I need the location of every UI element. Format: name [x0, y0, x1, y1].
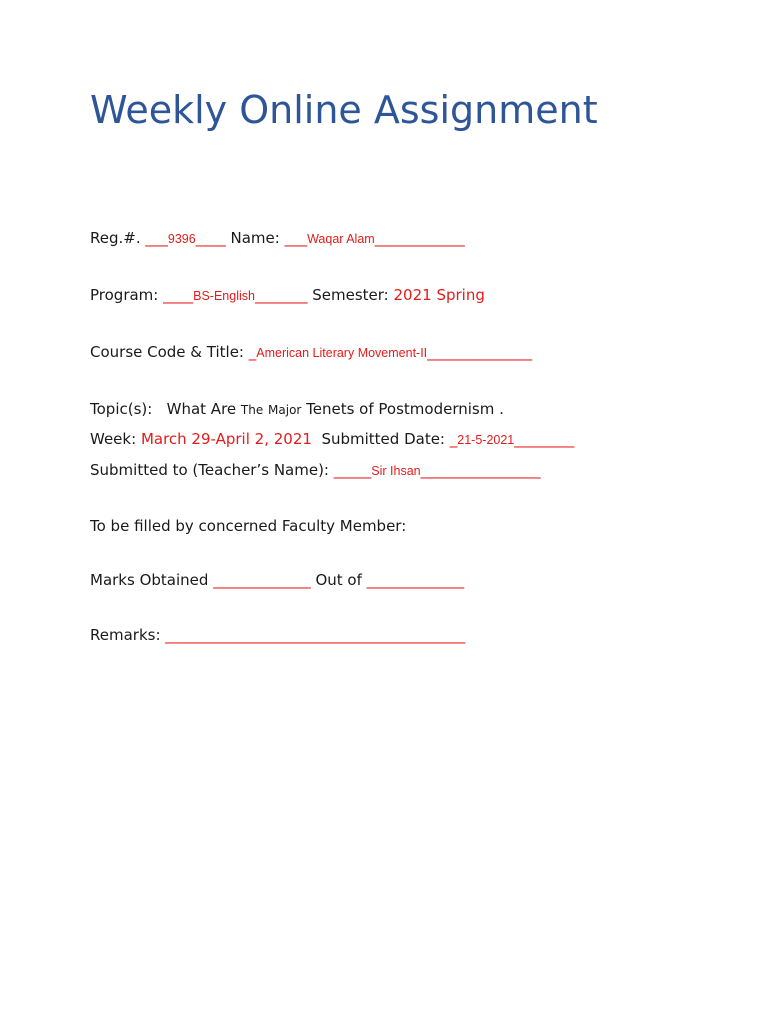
semester-value: 2021 Spring [393, 286, 485, 304]
program-label: Program: [90, 286, 159, 304]
reg-value: 9396 [167, 232, 196, 246]
course-row [90, 343, 532, 361]
semester-label: Semester: [312, 286, 389, 304]
program-prefix-blank: ____ [163, 286, 194, 304]
course-prefix-blank: _ [248, 343, 257, 361]
marks-total-blank: _____________ [366, 571, 465, 589]
reg-prefix-blank: ___ [145, 229, 168, 247]
reg-name-row [90, 229, 465, 247]
week-value: March 29-April 2, 2021 [140, 430, 312, 448]
remarks-blank: ________________________________________ [165, 626, 466, 644]
remarks-label: Remarks: [90, 626, 161, 644]
teacher-label: Submitted to (Teacher’s Name): [90, 461, 329, 479]
submitted-date-suffix-blank: ________ [514, 430, 575, 448]
name-label: Name: [230, 229, 280, 247]
topic-text-part1: What Are [166, 400, 237, 418]
out-of-label: Out of [315, 571, 362, 589]
program-suffix-blank: _______ [254, 286, 308, 304]
submitted-date-label: Submitted Date: [321, 430, 445, 448]
topic-label: Topic(s): [90, 400, 153, 418]
submitted-date-prefix-blank: _ [449, 430, 458, 448]
teacher-suffix-blank: ________________ [420, 461, 541, 479]
submitted-date-value: 21-5-2021 [457, 433, 515, 447]
week-row [90, 430, 574, 448]
teacher-value: Sir Ihsan [371, 464, 421, 478]
marks-obtained-blank: _____________ [213, 571, 311, 589]
name-suffix-blank: ____________ [374, 229, 465, 247]
marks-row [90, 571, 464, 589]
topic-text-part4: Tenets of Postmodernism . [306, 400, 504, 418]
course-value: American Literary Movement-II [256, 346, 428, 360]
remarks-row [90, 626, 465, 644]
course-suffix-blank: ______________ [427, 343, 533, 361]
week-label: Week: [90, 430, 137, 448]
reg-suffix-blank: ____ [195, 229, 226, 247]
teacher-row [90, 461, 541, 479]
document-title: Weekly Online Assignment [90, 88, 598, 132]
name-prefix-blank: ___ [284, 229, 308, 247]
topic-text-part2: The [240, 403, 264, 417]
marks-label: Marks Obtained [90, 571, 209, 589]
course-label: Course Code & Title: [90, 343, 244, 361]
name-value: Waqar Alam [307, 232, 375, 246]
program-semester-row [90, 286, 485, 304]
teacher-prefix-blank: _____ [333, 461, 372, 479]
faculty-note: To be filled by concerned Faculty Member: [90, 517, 407, 535]
topic-row [90, 400, 504, 418]
reg-label: Reg.#. [90, 229, 141, 247]
program-value: BS-English [193, 289, 255, 303]
topic-text-part3: Major [268, 403, 302, 417]
